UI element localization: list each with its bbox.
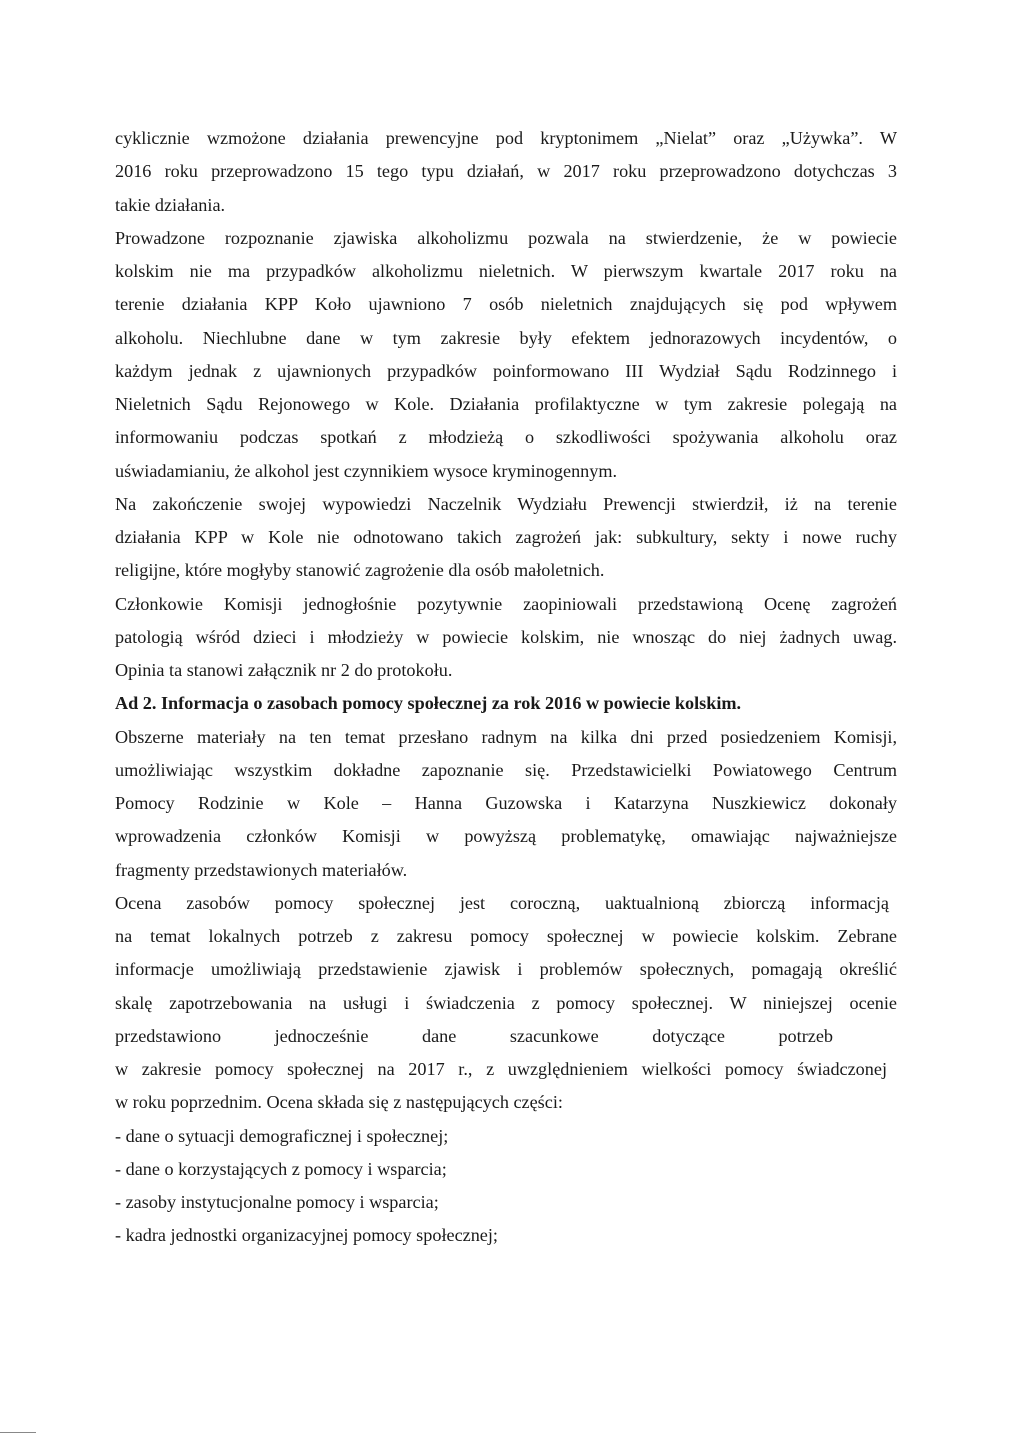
page-edge-mark	[0, 1432, 36, 1433]
text-line: Członkowie Komisji jednogłośnie pozytywnie zaopiniowali przedstawioną Ocenę zagrożeń	[115, 593, 897, 614]
text-line: informacje umożliwiają przedstawienie zjawisk i problemów społecznych, pomagają określić	[115, 959, 897, 980]
text-line: cyklicznie wzmożone działania prewencyjne pod kryptonimem „Nielat” oraz „Używka”. W	[115, 128, 897, 148]
text-line: 2016 roku przeprowadzono 15 tego typu działań, w 2017 roku przeprowadzono dotychczas 3	[115, 161, 897, 182]
text-line: Na zakończenie swojej wypowiedzi Naczelnik Wydziału Prewencji stwierdził, iż na terenie	[115, 493, 897, 514]
text-line: Pomocy Rodzinie w Kole – Hanna Guzowska i Katarzyna Nuszkiewicz dokonały	[115, 793, 897, 813]
document-page	[115, 122, 897, 1253]
text-line: działania KPP w Kole nie odnotowano takich zagrożeń jak: subkultury, sekty i nowe ruchy	[115, 527, 897, 547]
text-line: uświadamianiu, że alkohol jest czynnikiem wysoce kryminogennym.	[115, 460, 618, 481]
text-line: przedstawiono jednocześnie dane szacunkowe dotyczące potrzeb	[115, 1025, 833, 1046]
text-line: patologią wśród dzieci i młodzieży w powiecie kolskim, nie wnosząc do niej żadnych uwag.	[115, 626, 897, 647]
text-line: Ocena zasobów pomocy społecznej jest coroczną, uaktualnioną zbiorczą informacją	[115, 892, 889, 913]
text-line: religijne, które mogłyby stanowić zagrożenie dla osób małoletnich.	[115, 560, 605, 581]
text-line: każdym jednak z ujawnionych przypadków poinformowano III Wydział Sądu Rodzinnego i	[115, 360, 897, 381]
text-line: terenie działania KPP Koło ujawniono 7 osób nieletnich znajdujących się pod wpływem	[115, 294, 897, 315]
list-item: - kadra jednostki organizacyjnej pomocy społecznej;	[115, 1225, 498, 1246]
text-line: Prowadzone rozpoznanie zjawiska alkoholizmu pozwala na stwierdzenie, że w powiecie	[115, 227, 897, 248]
text-line: fragmenty przedstawionych materiałów.	[115, 859, 408, 880]
section-heading-text: Ad 2. Informacja o zasobach pomocy społecznej za rok 2016 w powiecie kolskim.	[115, 693, 742, 714]
text-line: w zakresie pomocy społecznej na 2017 r., z uwzględnieniem wielkości pomocy świadczonej	[115, 1059, 887, 1079]
list-item: - zasoby instytucjonalne pomocy i wsparcia;	[115, 1192, 439, 1212]
list-item: - dane o sytuacji demograficznej i społecznej;	[115, 1125, 449, 1146]
text-line: skalę zapotrzebowania na usługi i świadczenia z pomocy społecznej. W niniejszej ocenie	[115, 992, 897, 1013]
text-line: wprowadzenia członków Komisji w powyższą problematykę, omawiając najważniejsze	[115, 826, 897, 847]
text-line: takie działania.	[115, 194, 226, 215]
text-line: na temat lokalnych potrzeb z zakresu pomocy społecznej w powiecie kolskim. Zebrane	[115, 926, 897, 946]
list-item: - dane o korzystających z pomocy i wsparcia;	[115, 1158, 447, 1179]
text-line: Obszerne materiały na ten temat przesłano radnym na kilka dni przed posiedzeniem Komisji,	[115, 726, 897, 747]
text-line: umożliwiając wszystkim dokładne zapoznanie się. Przedstawicielki Powiatowego Centrum	[115, 759, 897, 780]
text-line: Opinia ta stanowi załącznik nr 2 do protokołu.	[115, 660, 453, 680]
text-line: Nieletnich Sądu Rejonowego w Kole. Działania profilaktyczne w tym zakresie polegają na	[115, 394, 897, 414]
section-heading	[115, 687, 897, 720]
text-line: w roku poprzednim. Ocena składa się z następujących części:	[115, 1092, 563, 1113]
text-line: kolskim nie ma przypadków alkoholizmu nieletnich. W pierwszym kwartale 2017 roku na	[115, 261, 897, 281]
text-line: alkoholu. Niechlubne dane w tym zakresie były efektem jednorazowych incydentów, o	[115, 327, 897, 348]
text-line: informowaniu podczas spotkań z młodzieżą o szkodliwości spożywania alkoholu oraz	[115, 427, 897, 448]
